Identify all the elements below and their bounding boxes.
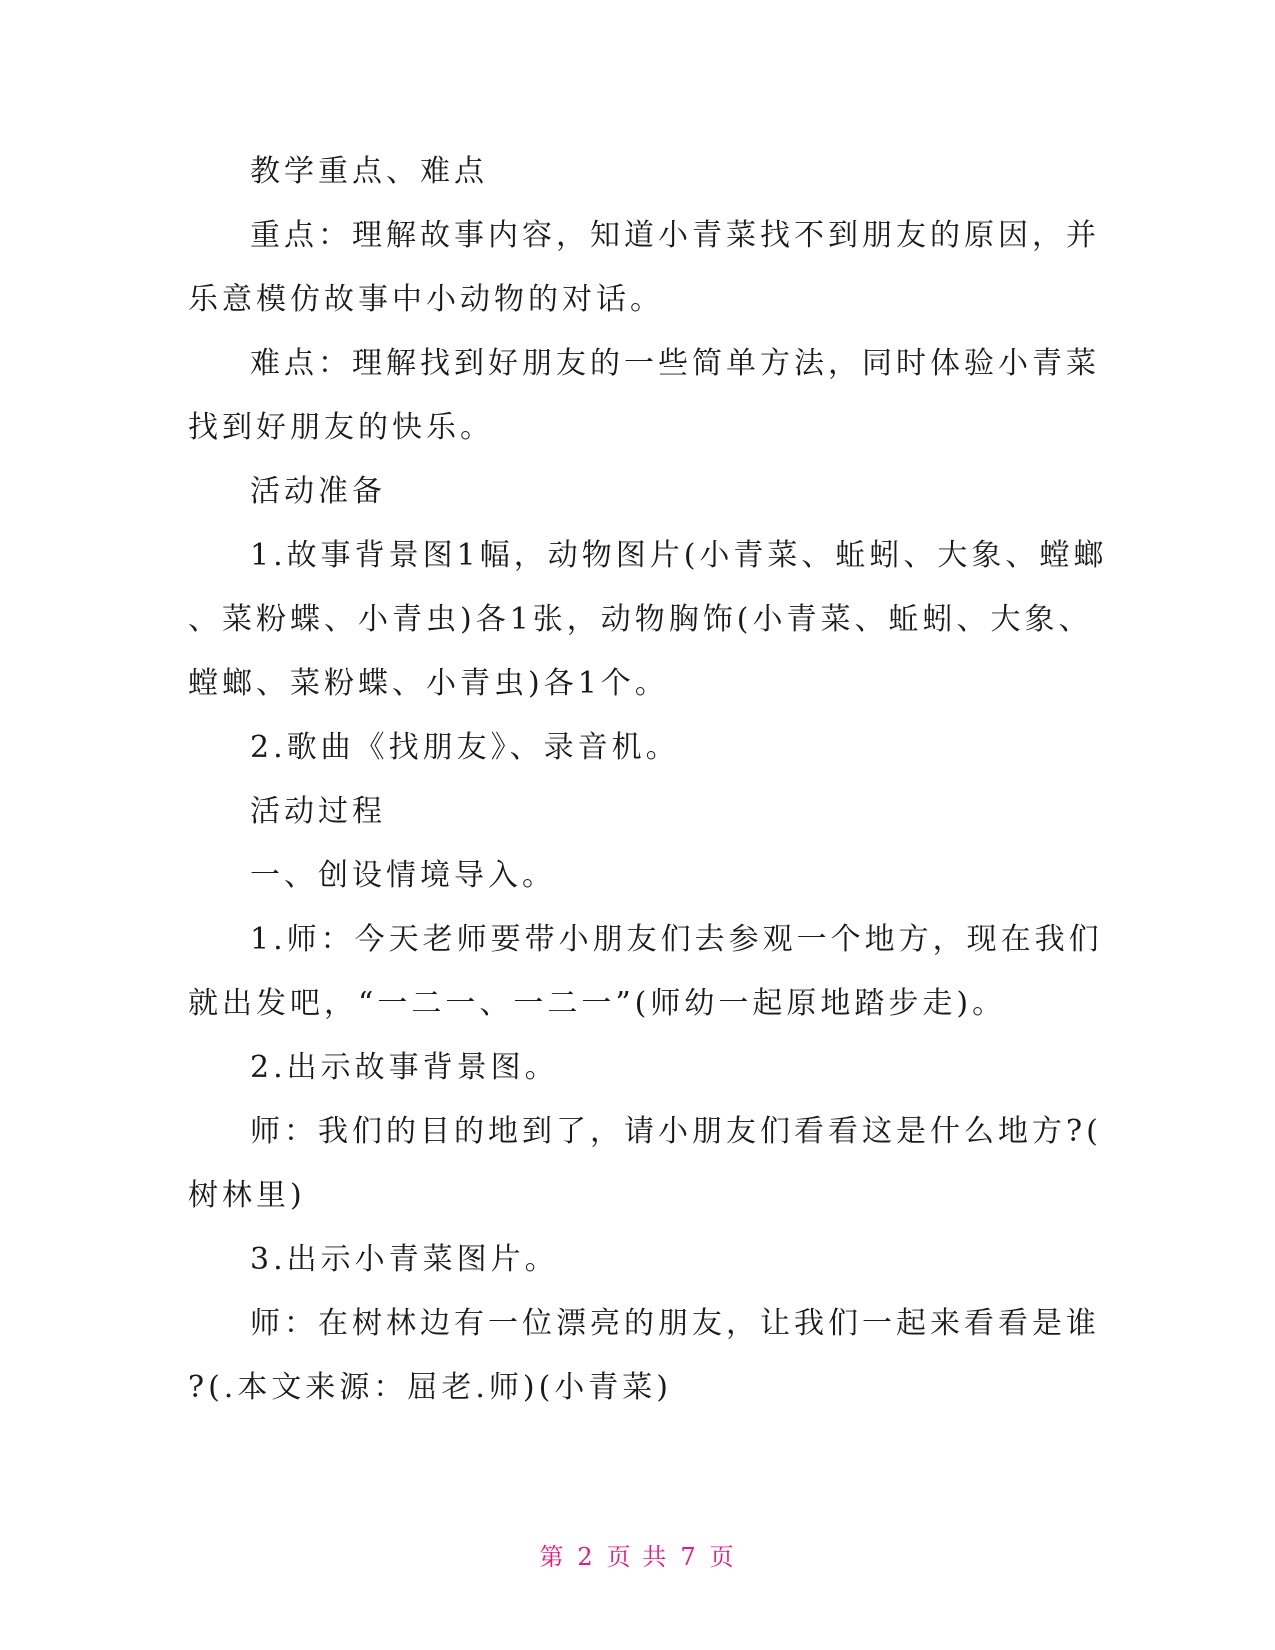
paragraph-line: 1.师：今天老师要带小朋友们去参观一个地方，现在我们	[250, 922, 1103, 957]
paragraph-line: 1.故事背景图1幅，动物图片(小青菜、蚯蚓、大象、螳螂	[250, 538, 1108, 573]
paragraph-line: 一、创设情境导入。	[250, 858, 556, 893]
section-heading: 活动准备	[250, 474, 386, 509]
footer-suffix: 页	[709, 1543, 736, 1571]
footer-middle: 页 共	[606, 1543, 669, 1571]
section-heading: 教学重点、难点	[250, 154, 488, 189]
paragraph-line: 重点：理解故事内容，知道小青菜找不到朋友的原因，并	[250, 218, 1100, 253]
page-footer	[0, 1537, 1275, 1572]
footer-total-pages: 7	[680, 1543, 698, 1571]
section-heading: 活动过程	[250, 794, 386, 829]
paragraph-line: 3.出示小青菜图片。	[250, 1242, 559, 1277]
footer-current-page: 2	[577, 1543, 595, 1571]
paragraph-line: 、菜粉蝶、小青虫)各1张，动物胸饰(小青菜、蚯蚓、大象、	[188, 602, 1093, 637]
paragraph-line: 找到好朋友的快乐。	[188, 410, 494, 445]
paragraph-line: 树林里)	[188, 1178, 306, 1213]
paragraph-line: 2.歌曲《找朋友》、录音机。	[250, 730, 680, 765]
paragraph-line: 就出发吧，“一二一、一二一”(师幼一起原地踏步走)。	[188, 986, 1007, 1021]
footer-prefix: 第	[539, 1543, 566, 1571]
paragraph-line: 师：在树林边有一位漂亮的朋友，让我们一起来看看是谁	[250, 1306, 1100, 1341]
paragraph-line: 难点：理解找到好朋友的一些简单方法，同时体验小青菜	[250, 346, 1100, 381]
paragraph-line: 乐意模仿故事中小动物的对话。	[188, 282, 664, 317]
paragraph-line: 师：我们的目的地到了，请小朋友们看看这是什么地方?(	[250, 1114, 1102, 1149]
paragraph-line: 2.出示故事背景图。	[250, 1050, 559, 1085]
document-body	[188, 140, 1108, 1420]
paragraph-line: ?(.本文来源：屈老.师)(小青菜)	[188, 1370, 672, 1405]
paragraph-line: 螳螂、菜粉蝶、小青虫)各1个。	[188, 666, 669, 701]
